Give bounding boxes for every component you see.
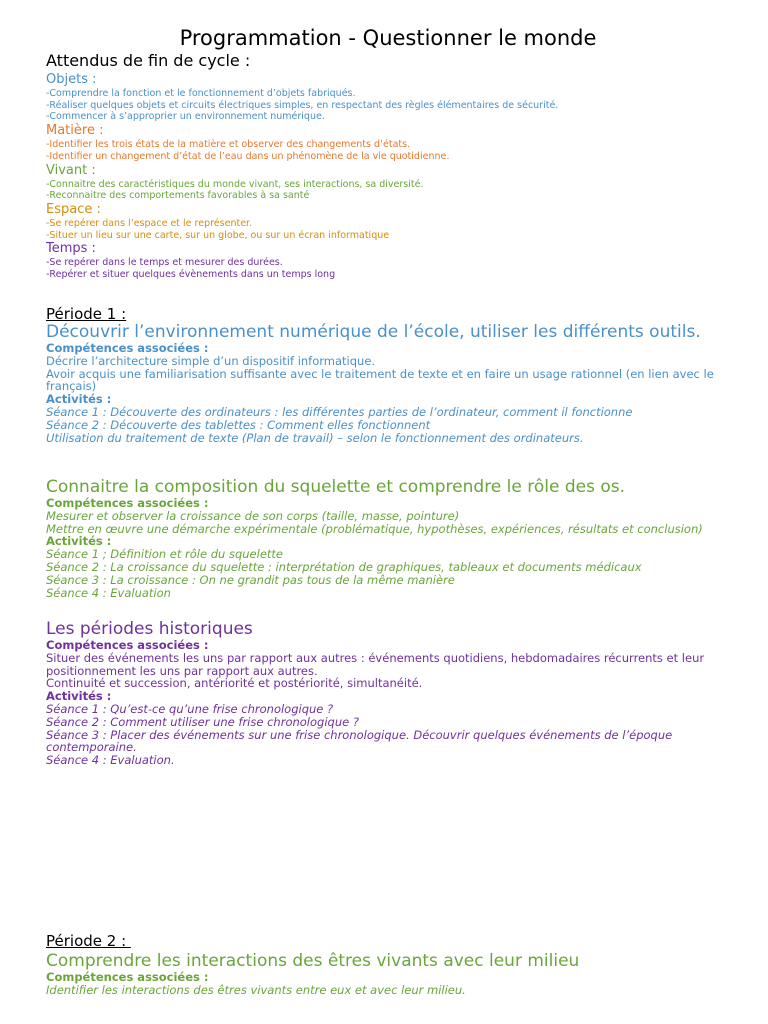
category-espace <box>46 202 736 241</box>
activites-label: Activités : <box>46 534 112 549</box>
competence-item: Mesurer et observer la croissance de son corps (taille, masse, pointure) <box>46 509 460 523</box>
activites-label: Activités : <box>46 392 112 407</box>
periode-2-heading: Période 2 : <box>46 932 131 950</box>
competences-label: Compétences associées : <box>46 341 209 355</box>
category-item: -Commencer à s’approprier un environnement numérique. <box>46 111 325 123</box>
periode-1-heading: Période 1 : <box>46 305 127 323</box>
theme-title: Découvrir l’environnement numérique de l’école, utiliser les différents outils. <box>46 322 701 342</box>
activite-item: Séance 2 : Comment utiliser une frise chronologique ? <box>46 714 359 729</box>
theme-title: Comprendre les interactions des êtres vivants avec leur milieu <box>46 951 580 971</box>
category-item: -Identifier les trois états de la matière et observer des changements d’états. <box>46 139 411 151</box>
category-item: -Connaitre des caractéristiques du monde vivant, ses interactions, sa diversité. <box>46 178 424 190</box>
category-item: -Comprendre la fonction et le fonctionnement d’objets fabriqués. <box>46 88 356 99</box>
category-item: -Identifier un changement d’état de l’eau dans un phénomène de la vie quotidienne. <box>46 150 450 162</box>
category-title: Temps : <box>46 241 96 257</box>
theme-title: Les périodes historiques <box>46 619 253 639</box>
theme-title: Connaitre la composition du squelette et comprendre le rôle des os. <box>46 477 626 497</box>
competence-item: Situer des événements les uns par rapport aux autres : événements quotidiens, hebdomadaires récurrents et leur positionnement les uns par rapport aux autres. <box>46 651 705 678</box>
attendus-heading: Attendus de fin de cycle : <box>46 51 251 70</box>
theme-squelette <box>46 478 736 599</box>
competences-label: Compétences associées : <box>46 970 209 984</box>
activite-item: Séance 4 : Evaluation <box>46 585 171 600</box>
activite-item: Séance 2 : Découverte des tablettes : Comment elles fonctionnent <box>46 417 431 432</box>
theme-interactions-vivants <box>46 952 736 997</box>
category-title: Matière : <box>46 123 104 139</box>
activite-item: Séance 3 : La croissance : On ne grandit pas tous de la même manière <box>46 572 455 587</box>
competence-item: Identifier les interactions des êtres vivants entre eux et avec leur milieu. <box>46 983 466 997</box>
competences-label: Compétences associées : <box>46 638 209 652</box>
competence-item: Avoir acquis une familiarisation suffisante avec le traitement de texte et en faire un usage rationnel (en lien avec le français) <box>46 366 714 394</box>
category-item: -Se repérer dans l’espace et le représenter. <box>46 217 253 229</box>
activite-item: Séance 4 : Evaluation. <box>46 752 175 767</box>
category-item: -Situer un lieu sur une carte, sur un globe, ou sur un écran informatique <box>46 229 390 241</box>
category-item: -Repérer et situer quelques évènements dans un temps long <box>46 269 336 281</box>
activite-item: Séance 2 : La croissance du squelette : interprétation de graphiques, tableaux et documents médicaux <box>46 560 642 575</box>
competences-label: Compétences associées : <box>46 496 209 510</box>
competence-item: Décrire l’architecture simple d’un dispositif informatique. <box>46 354 376 368</box>
category-item: -Reconnaitre des comportements favorables à sa santé <box>46 190 310 202</box>
competence-item: Continuité et succession, antériorité et postériorité, simultanéité. <box>46 676 423 691</box>
category-vivant <box>46 163 736 202</box>
theme-numerique <box>46 323 736 444</box>
category-objets <box>46 72 736 123</box>
activite-item: Séance 3 : Placer des événements sur une frise chronologique. Découvrir quelques événements de l’époque contemporaine. <box>46 727 673 755</box>
category-title: Objets : <box>46 72 97 87</box>
activite-item: Utilisation du traitement de texte (Plan de travail) – selon le fonctionnement des ordinateurs. <box>46 430 584 445</box>
category-temps <box>46 241 736 280</box>
activite-item: Séance 1 ; Définition et rôle du squelette <box>46 547 283 562</box>
category-matiere <box>46 123 736 162</box>
competence-item: Mettre en œuvre une démarche expérimentale (problématique, hypothèses, expériences, résultats et conclusion) <box>46 521 703 536</box>
category-item: -Réaliser quelques objets et circuits électriques simples, en respectant des règles élémentaires de sécurité. <box>46 99 559 111</box>
page-title: Programmation - Questionner le monde <box>179 26 597 50</box>
activite-item: Séance 1 : Découverte des ordinateurs : les différentes parties de l’ordinateur, comment il fonctionne <box>46 405 633 420</box>
category-item: -Se repérer dans le temps et mesurer des durées. <box>46 257 283 269</box>
attendus-section <box>46 72 736 281</box>
activites-label: Activités : <box>46 689 112 704</box>
theme-periodes-historiques <box>46 620 736 767</box>
activite-item: Séance 1 : Qu’est-ce qu’une frise chronologique ? <box>46 702 334 717</box>
category-title: Espace : <box>46 201 101 217</box>
category-title: Vivant : <box>46 162 96 178</box>
